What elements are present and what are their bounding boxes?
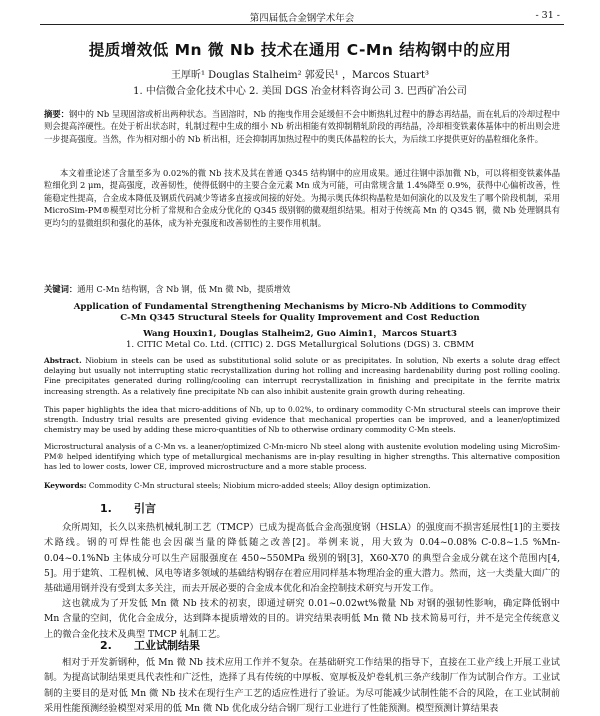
section-number: 2. — [100, 639, 112, 652]
english-authors: Wang Houxin1, Douglas Stalheim2, Guo Aimin1，Marcos Stuart3 — [143, 329, 457, 339]
trial-paragraph-1: 相对于开发新钢种，低 Mn 微 Nb 技术应用工作并不复杂。在基础研究工作结果的指导下，直接在工业产线上开展工业试制。为提高试制结果更具代表性和广泛性，选择了具有传统的中厚板、宽厚板及炉卷轧机三条产线制厂作为试制合作方。工业试制的主要目的是对低 Mn 微 Nb 技术在现行生产工艺的适应性进行了验证。为尽可能减少试制性能不合的风险，在工业试制前采用性能预测经验模型对采用的低 Mn 微 Nb 优化成分结合钢厂现行工业进行了性能预测。模型预测计算结果表 — [44, 657, 560, 714]
section-title: 引言 — [134, 502, 156, 515]
section-number: 1. — [100, 502, 112, 515]
author-list: 王厚昕¹ Douglas Stalheim² 郭爱民¹ ，Marcos Stuart³ — [171, 70, 429, 81]
english-abstract-text-1: Niobium in steels can be used as substitutional solid solute or as precipitates. In solution, Nb exerts a solute drag effect delaying but usually not interrupting static recrystallization during hot rolling and increasing hardenability during post rolling cooling. Fine precipitates generated during rolling/cooling can interrupt recrystallization in finishing and precipitate in the ferrite matrix increasing strength. As a relatively fine precipitate Nb can also inhibit austenite grain growth during reheating. — [44, 356, 560, 396]
section-title: 工业试制结果 — [134, 639, 200, 652]
english-abstract-p3: Microstructural analysis of a C-Mn vs. a leaner/optimized C-Mn-micro Nb steel along with austenite evolution modeling using MicroSim-PM® helped identifying which type of metallurgical mechanisms are in-play resulting in higher strengths. This alternative composition has led to lower costs, lower CE, improved microstructure and a more stable process. — [44, 442, 560, 472]
english-keywords-label: Keywords: — [44, 481, 87, 490]
paper-title: 提质增效低 Mn 微 Nb 技术在通用 C-Mn 结构钢中的应用 — [88, 41, 512, 59]
conference-name: 第四届低合金钢学术年会 — [249, 13, 355, 24]
abstract-cn-text-1: 钢中的 Nb 呈现固溶或析出两种状态。当固溶时，Nb 的拖曳作用会延缓但不会中断热轧过程中的静态再结晶，而在轧后的冷却过程中则会提高淬硬性。在处于析出状态时，轧制过程中生成的细小 Nb 析出相能有效抑制精轧阶段的再结晶，冷却相变铁素体基体中的析出则会进一步提高强度。当然，作为相对细小的 Nb 析出相，还会抑制再加热过程中的奥氏体晶粒的长大，为后续工序提供更好的晶粒细化条件。 — [44, 109, 560, 144]
english-keywords — [44, 481, 560, 491]
intro-paragraph-2: 这也就成为了开发低 Mn 微 Nb 技术的初衷，即通过研究 0.01~0.02wt%微量 Nb 对钢的强韧性影响，确定降低钢中 Mn 含量的空间，优化合金成分，达到降本提质增效的目的。讲究结果表明低 Mn 微 Nb 技术简易可行，并不是完全传统意义上的微合金化技术及典型 TMCP 轧制工艺。 — [44, 598, 560, 640]
abstract-cn-p2: 本文着重论述了含量至多为 0.02%的微 Nb 技术及其在普通 Q345 结构钢中的应用成果。通过往钢中添加微 Nb，可以将相变铁素体晶粒细化到 2 μm，提高强度，改善韧性，使得低钢中的主要合金元素 Mn 成为可能，可由常规含量 1.4%降至 0.9%，获得中心偏析改善，性能稳定性提高，合金成本降低及钢质代码减少等诸多直接或间接的好处。为揭示奥氏体织构晶粒是如何演化的以及发生了哪个阶段机制，采用 MicroSim-PM®模型对比分析了常规和合金成分优化的 Q345 级别钢的微观组织结果。相对于传统高 Mn 的 Q345 钢，微 Nb 处理钢具有更均匀的显微组织和强化的基体，成为补充强度和改善韧性的主要作用机制。 — [44, 168, 560, 228]
english-abstract-label: Abstract. — [44, 356, 82, 365]
keywords-cn-label: 关键词： — [44, 284, 78, 294]
english-abstract-p1 — [44, 356, 560, 397]
english-abstract-p2: This paper highlights the idea that micro-additions of Nb, up to 0.02%, to ordinary commodity C-Mn structural steels can improve their strength. Industry trial results are presented giving evidence that mechanical properties can be improved, and a leaner/optimized chemistry may be used by adding these micro-quantities of Nb to otherwise ordinary commodity C-Mn steels. — [44, 405, 560, 435]
intro-paragraph-1: 众所周知，长久以来热机械轧制工艺（TMCP）已成为提高低合金高强度钢（HSLA）的强度而不损害延展性[1]的主要技术路线。钢的可焊性能也会因碳当量的降低随之改善[2]。举例来说，用大致为 0.04~0.08% C-0.8~1.5 %Mn-0.04~0.1%Nb 主体成分可以生产屈服强度在 450~550MPa 级别的钢[3]，X60-X70 的典型合金成分就在这个范围内[4, 5]。用于建筑、工程机械、风电等诸多领域的基础结构钢存在着应用同样基本物理冶金的重大潜力。然而，这一大类量大面广的基础通用钢并没有受到太多关注，而去开展必要的合金成本优化和冶金控制技术研究与开发工作。 — [44, 522, 560, 595]
english-affiliations: 1. CITIC Metal Co. Ltd. (CITIC) 2. DGS Metallurgical Solutions (DGS) 3. CBMM — [125, 340, 475, 350]
english-title: Application of Fundamental Strengthening Mechanisms by Micro-Nb Additions to Commodity C-Mn Q345 Structural Steels for Quality Improvement and Cost Reduction — [73, 302, 527, 323]
keywords-cn-text: 通用 C-Mn 结构钢，含 Nb 钢，低 Mn 微 Nb，提质增效 — [77, 284, 291, 294]
english-keywords-text: Commodity C-Mn structural steels; Niobium micro-added steels; Alloy design optimization. — [88, 481, 431, 490]
abstract-cn-label: 摘要： — [44, 109, 69, 119]
section-heading-trial — [100, 637, 200, 653]
running-header — [40, 8, 564, 25]
section-heading-intro — [100, 500, 156, 516]
page-number: - 31 - — [535, 10, 560, 21]
keywords-cn — [44, 283, 560, 295]
abstract-cn-p1 — [44, 108, 560, 145]
affiliation-list: 1. 中信微合金化技术中心 2. 美国 DGS 冶金材料咨询公司 3. 巴西矿冶公司 — [133, 86, 467, 97]
